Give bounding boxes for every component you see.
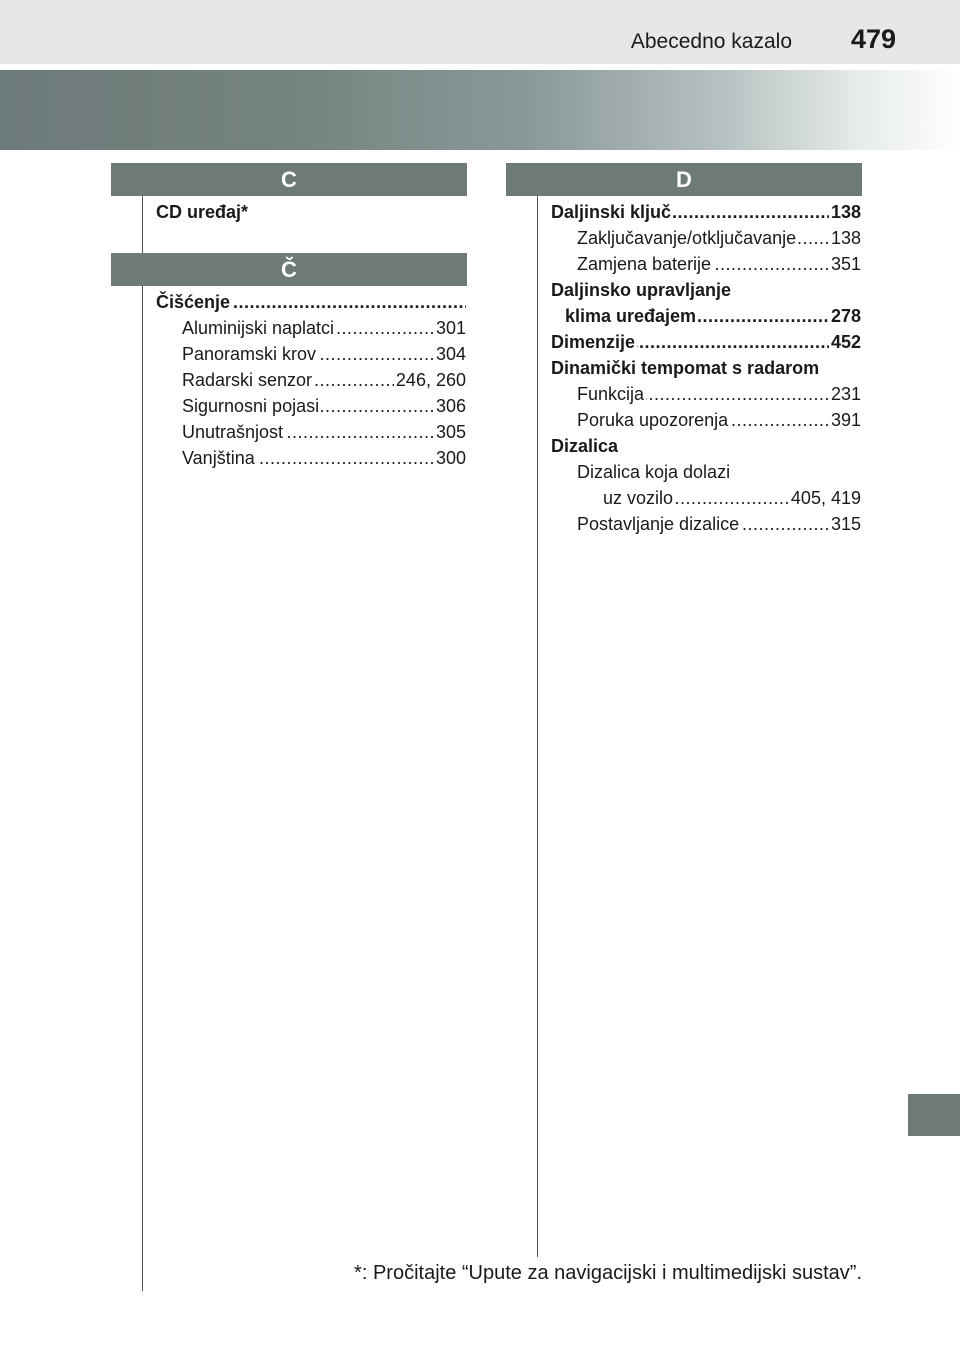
- index-term: Panoramski krov: [182, 344, 317, 364]
- index-entry: [577, 226, 861, 250]
- index-term: Dizalica koja dolazi: [577, 462, 731, 482]
- index-page-ref: 278: [830, 306, 861, 326]
- index-term: CD uređaj*: [156, 202, 249, 222]
- index-entry: [577, 408, 861, 432]
- index-page-ref: 306: [435, 396, 466, 416]
- index-term: Postavljanje dizalice: [577, 514, 740, 534]
- index-entry: [182, 394, 466, 418]
- index-entry: [182, 368, 466, 392]
- index-entry: [156, 200, 466, 224]
- index-entry: [551, 200, 861, 224]
- index-term: Zaključavanje/otključavanje: [577, 228, 797, 248]
- index-entry: [156, 290, 466, 314]
- section-header-d: D: [506, 163, 862, 196]
- footnote: *: Pročitajte “Upute za navigacijski i multimedijski sustav”.: [354, 1262, 862, 1284]
- index-term: Zamjena baterije: [577, 254, 712, 274]
- left-column-rule: [142, 195, 143, 1291]
- index-term: Čišćenje: [156, 292, 231, 312]
- index-entry: [577, 382, 861, 406]
- index-entry: [551, 434, 861, 458]
- index-term: Dinamički tempomat s radarom: [551, 358, 820, 378]
- index-term: Poruka upozorenja: [577, 410, 729, 430]
- index-term: klima uređajem: [565, 306, 697, 326]
- index-entry: [182, 446, 466, 470]
- index-term: Daljinski ključ: [551, 202, 672, 222]
- index-term: Funkcija: [577, 384, 645, 404]
- index-term: Aluminijski naplatci: [182, 318, 335, 338]
- index-term: Dimenzije: [551, 332, 636, 352]
- index-page-ref: 301: [435, 318, 466, 338]
- index-page-ref: 300: [435, 448, 466, 468]
- index-page-ref: 405, 419: [790, 488, 861, 508]
- index-entry: [603, 486, 861, 510]
- running-header-title: Abecedno kazalo: [630, 30, 792, 53]
- index-page-ref: 304: [435, 344, 466, 364]
- index-term: uz vozilo: [603, 488, 674, 508]
- index-page-ref: 305: [435, 422, 466, 442]
- index-term: Daljinsko upravljanje: [551, 280, 732, 300]
- index-entry: [551, 356, 861, 380]
- index-entry: [182, 420, 466, 444]
- index-entry: [182, 316, 466, 340]
- page-number: 479: [850, 24, 896, 54]
- index-page-ref: 138: [830, 202, 861, 222]
- index-page-ref: 315: [830, 514, 861, 534]
- section-header-c: C: [111, 163, 467, 196]
- index-page-ref: 391: [830, 410, 861, 430]
- middle-column-rule: [537, 195, 538, 1257]
- index-page-ref: 246, 260: [395, 370, 466, 390]
- header-banner: [0, 70, 960, 150]
- index-entry: [577, 512, 861, 536]
- chapter-thumb-tab: [908, 1094, 960, 1136]
- index-entry: [577, 460, 861, 484]
- index-entry: [577, 252, 861, 276]
- index-term: Sigurnosni pojasi: [182, 396, 320, 416]
- index-page-ref: 231: [830, 384, 861, 404]
- index-term: Vanjština: [182, 448, 255, 468]
- index-page-ref: 452: [830, 332, 861, 352]
- header-strip: [0, 0, 960, 64]
- index-entry: [551, 278, 861, 302]
- index-page-ref: 138: [830, 228, 861, 248]
- index-term: Dizalica: [551, 436, 619, 456]
- index-entry: [182, 342, 466, 366]
- index-entry: [565, 304, 861, 328]
- index-page-ref: 351: [830, 254, 861, 274]
- index-term: Radarski senzor: [182, 370, 313, 390]
- section-header-c-caron: Č: [111, 253, 467, 286]
- index-term: Unutrašnjost: [182, 422, 284, 442]
- index-entry: [551, 330, 861, 354]
